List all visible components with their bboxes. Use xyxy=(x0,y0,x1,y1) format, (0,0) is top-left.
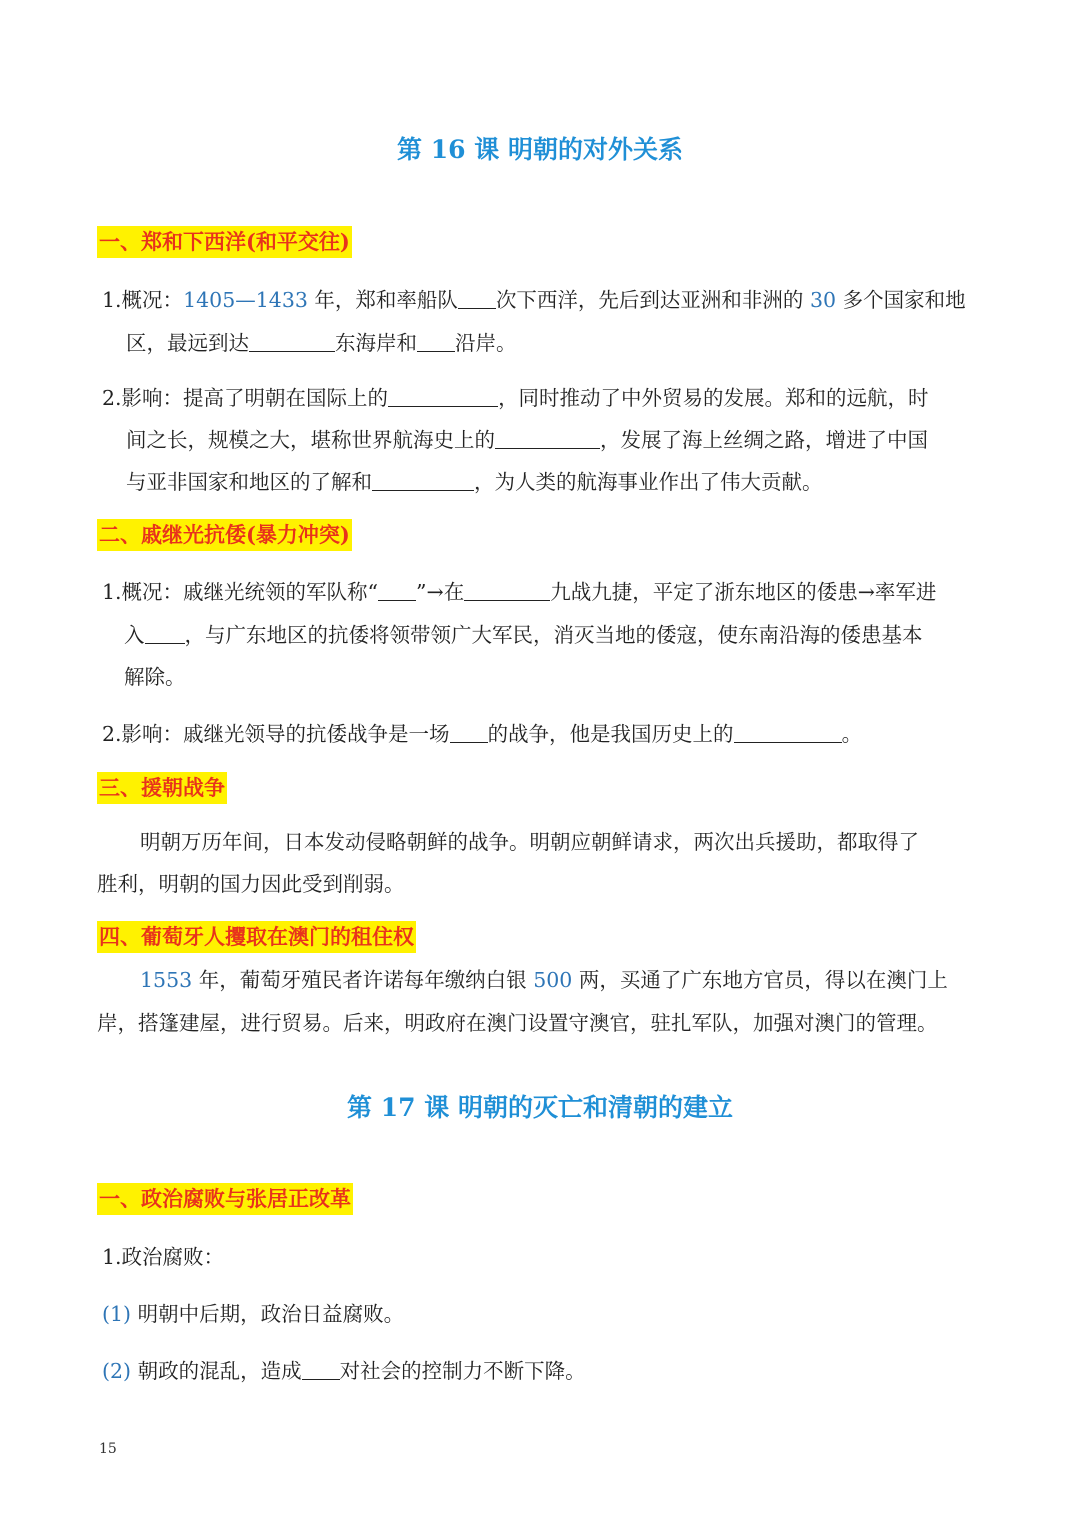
page-number: 15 xyxy=(99,1441,117,1457)
macau-line-2: 岸，搭篷建屋，进行贸易。后来，明政府在澳门设置守澳官，驻扎军队，加强对澳门的管理。 xyxy=(97,1011,938,1035)
korea-war-line-2: 胜利，明朝的国力因此受到削弱。 xyxy=(97,872,405,896)
fill-blank[interactable] xyxy=(145,621,185,644)
section-heading-macau: 四、葡萄牙人攫取在澳门的租住权 xyxy=(97,921,416,953)
qi-jiguang-overview-line-2: 入 ，与广东地区的抗倭将领带领广大军民，消灭当地的倭寇，使东南沿海的倭患基本 xyxy=(124,623,923,647)
fill-blank[interactable] xyxy=(249,329,335,352)
fill-blank[interactable] xyxy=(495,426,600,449)
fill-blank[interactable] xyxy=(734,720,842,743)
section-heading-korea-war: 三、援朝战争 xyxy=(97,772,227,804)
section-heading-zheng-he: 一、郑和下西洋(和平交往) xyxy=(97,226,352,258)
qi-jiguang-impact-line: 2.影响：戚继光领导的抗倭战争是一场 的战争，他是我国历史上的 。 xyxy=(102,722,863,746)
section-heading-qi-jiguang: 二、戚继光抗倭(暴力冲突) xyxy=(97,519,352,551)
fill-blank[interactable] xyxy=(450,720,488,743)
fill-blank[interactable] xyxy=(378,578,416,601)
fill-blank[interactable] xyxy=(372,468,474,491)
qi-jiguang-overview-line-1: 1.概况：戚继光统领的军队称“ ”→在 九战九捷，平定了浙东地区的倭患→率军进 xyxy=(102,580,937,604)
fill-blank[interactable] xyxy=(458,286,496,309)
zheng-he-overview-line-1: 1.概况：1405—1433 年，郑和率船队 次下西洋，先后到达亚洲和非洲的 30 多个国家和地 xyxy=(102,288,966,312)
macau-line-1: 1553 年，葡萄牙殖民者许诺每年缴纳白银 500 两，买通了广东地方官员，得以在澳门上 xyxy=(140,968,948,992)
section-heading-politics: 一、政治腐败与张居正改革 xyxy=(97,1183,353,1215)
fill-blank[interactable] xyxy=(417,329,455,352)
politics-item-2: (2) 朝政的混乱，造成 对社会的控制力不断下降。 xyxy=(102,1359,586,1383)
fill-blank[interactable] xyxy=(302,1357,340,1380)
politics-item-1: (1) 明朝中后期，政治日益腐败。 xyxy=(102,1302,405,1326)
zheng-he-impact-line-2: 间之长，规模之大，堪称世界航海史上的 ，发展了海上丝绸之路，增进了中国 xyxy=(126,428,928,452)
lesson-16-title: 第 16 课 明朝的对外关系 xyxy=(397,135,683,164)
zheng-he-overview-line-2: 区，最远到达 东海岸和 沿岸。 xyxy=(126,331,517,355)
korea-war-line-1: 明朝万历年间，日本发动侵略朝鲜的战争。明朝应朝鲜请求，两次出兵援助，都取得了 xyxy=(140,830,919,854)
lesson-17-title: 第 17 课 明朝的灭亡和清朝的建立 xyxy=(347,1093,733,1122)
zheng-he-impact-line-3: 与亚非国家和地区的了解和 ，为人类的航海事业作出了伟大贡献。 xyxy=(126,470,823,494)
qi-jiguang-overview-line-3: 解除。 xyxy=(124,665,186,689)
politics-heading-line: 1.政治腐败： xyxy=(102,1245,225,1269)
zheng-he-impact-line-1: 2.影响：提高了明朝在国际上的 ，同时推动了中外贸易的发展。郑和的远航，时 xyxy=(102,386,929,410)
fill-blank[interactable] xyxy=(388,384,498,407)
fill-blank[interactable] xyxy=(464,578,550,601)
